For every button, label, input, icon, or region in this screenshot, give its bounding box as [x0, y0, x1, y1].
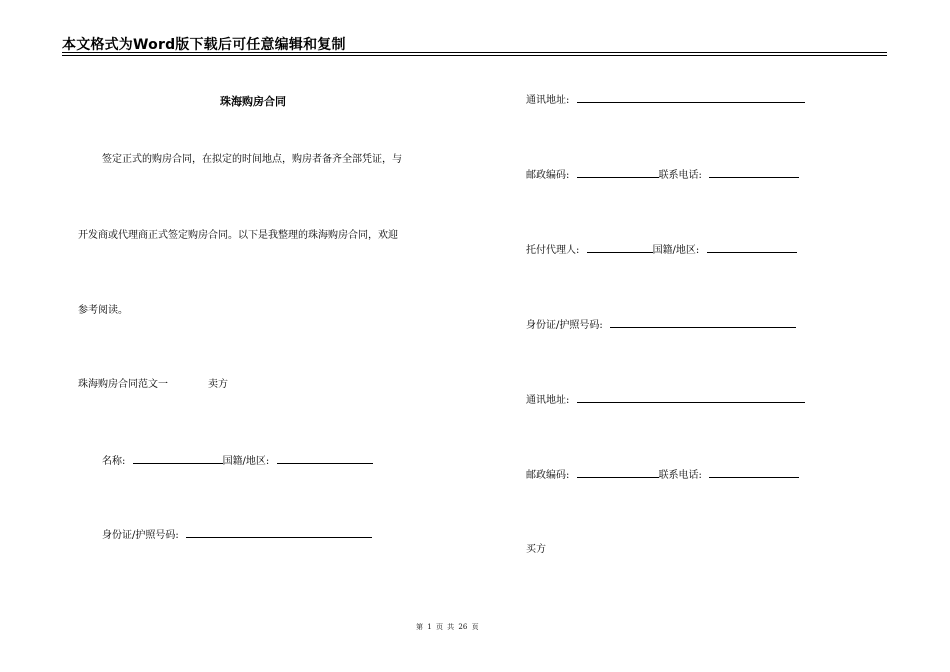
phone-blank [709, 168, 799, 178]
seller-label: 卖方 [208, 379, 228, 390]
phone-label-2: 联系电话: [658, 470, 702, 481]
postcode-phone-row [526, 168, 799, 183]
postcode-phone-row-2 [526, 468, 799, 483]
header-rule [62, 52, 887, 53]
nationality-label: 国籍/地区: [222, 456, 270, 467]
intro-line-2: 开发商或代理商正式签定购房合同。以下是我整理的珠海购房合同，欢迎 [78, 230, 398, 241]
section-heading: 珠海购房合同范文一 [78, 379, 168, 390]
document-title: 珠海购房合同 [220, 95, 286, 108]
agent-nationality-blank [707, 243, 797, 253]
phone-blank-2 [709, 468, 799, 478]
name-label: 名称: [102, 456, 126, 467]
address-label: 通讯地址: [526, 95, 570, 106]
address-row [526, 93, 805, 108]
phone-label: 联系电话: [658, 170, 702, 181]
agent-id-label: 身份证/护照号码: [526, 320, 603, 331]
address-blank [577, 93, 805, 103]
intro-line-3: 参考阅读。 [78, 305, 128, 316]
download-banner: 本文格式为Word版下载后可任意编辑和复制 [62, 37, 346, 53]
address-row-2 [526, 393, 805, 408]
footer-page-word: 页 [435, 623, 443, 631]
page-footer [415, 622, 480, 632]
id-blank [186, 528, 372, 538]
footer-suffix: 页 [471, 623, 479, 631]
agent-blank [587, 243, 653, 253]
agent-label: 托付代理人: [526, 245, 580, 256]
footer-total-word: 共 [447, 623, 455, 631]
postcode-blank [577, 168, 659, 178]
total-pages: 26 [458, 623, 468, 631]
postcode-label-2: 邮政编码: [526, 470, 570, 481]
seller-name-row [102, 454, 373, 469]
nationality-blank [277, 454, 373, 464]
agent-nationality-label: 国籍/地区: [652, 245, 700, 256]
postcode-blank-2 [577, 468, 659, 478]
id-label: 身份证/护照号码: [102, 530, 179, 541]
header-rule-thin [62, 55, 887, 56]
buyer-label: 买方 [526, 544, 546, 555]
intro-line-1: 签定正式的购房合同，在拟定的时间地点，购房者备齐全部凭证，与 [102, 154, 402, 165]
agent-id-row [526, 318, 796, 333]
agent-row [526, 243, 797, 258]
address-label-2: 通讯地址: [526, 395, 570, 406]
footer-prefix: 第 [416, 623, 423, 631]
postcode-label: 邮政编码: [526, 170, 570, 181]
agent-id-blank [610, 318, 796, 328]
seller-id-row [102, 528, 372, 543]
address-blank-2 [577, 393, 805, 403]
current-page: 1 [427, 623, 432, 631]
name-blank [133, 454, 223, 464]
